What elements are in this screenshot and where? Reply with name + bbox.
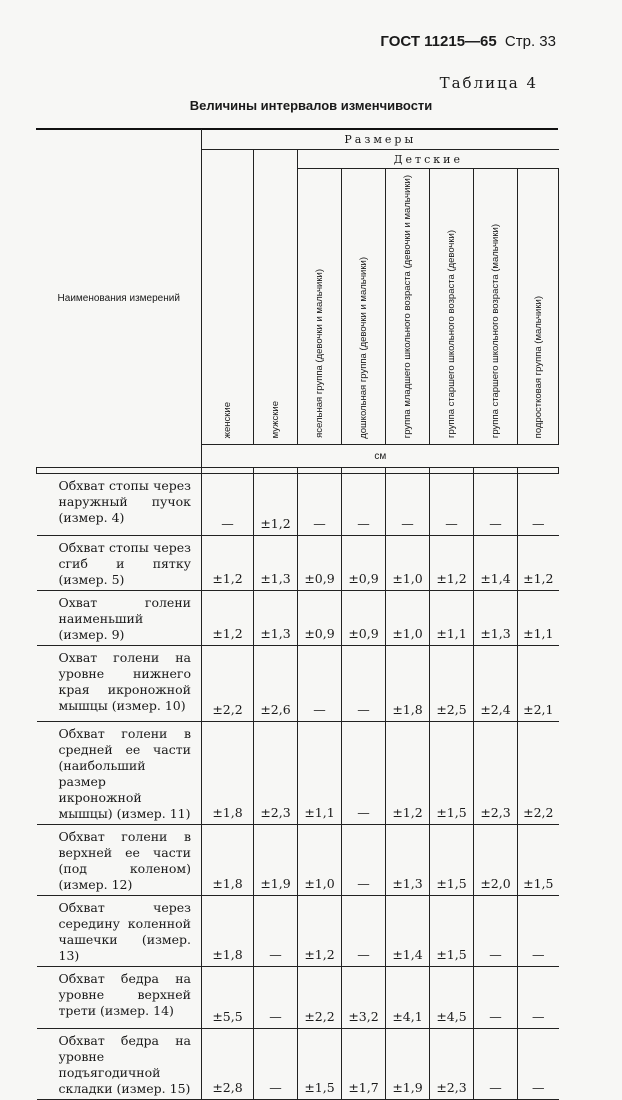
interval-value: ±2,4	[474, 646, 518, 722]
interval-value: ±1,0	[386, 591, 430, 646]
table-row	[37, 591, 559, 646]
interval-value: —	[386, 474, 430, 536]
interval-value: ±2,2	[202, 646, 254, 722]
interval-value: ±3,2	[342, 967, 386, 1029]
table-row	[37, 722, 559, 825]
interval-value: ±1,3	[254, 536, 298, 591]
table-row	[37, 1029, 559, 1100]
interval-value: ±1,9	[254, 825, 298, 896]
interval-value: ±1,5	[518, 825, 559, 896]
interval-value: —	[342, 646, 386, 722]
interval-value: ±1,5	[430, 722, 474, 825]
col-header-women: женские	[202, 150, 254, 445]
interval-value: ±2,2	[518, 722, 559, 825]
measurement-name: Охват голени на уровне нижнего края икроножной мышцы (измер. 10)	[37, 646, 202, 722]
interval-value: —	[254, 967, 298, 1029]
interval-value: —	[518, 896, 559, 967]
interval-value: —	[342, 825, 386, 896]
interval-value: —	[342, 722, 386, 825]
interval-value: ±1,2	[202, 536, 254, 591]
measurement-name: Обхват голени в верхней ее части (под коленом) (измер. 12)	[37, 825, 202, 896]
interval-value: ±1,4	[474, 536, 518, 591]
table-row	[37, 474, 559, 536]
measurement-name: Охват голени наименьший (измер. 9)	[37, 591, 202, 646]
measurement-name: Обхват бедра на уровне верхней трети (измер. 14)	[37, 967, 202, 1029]
interval-value: ±4,5	[430, 967, 474, 1029]
interval-value: ±1,2	[202, 591, 254, 646]
interval-value: ±0,9	[298, 536, 342, 591]
interval-value: ±1,9	[386, 1029, 430, 1100]
interval-value: ±1,5	[430, 825, 474, 896]
interval-value: ±0,9	[342, 536, 386, 591]
measurement-name: Обхват стопы через наружный пучок (измер. 4)	[37, 474, 202, 536]
interval-value: —	[254, 896, 298, 967]
measurement-name: Обхват через середину коленной чашечки (измер. 13)	[37, 896, 202, 967]
interval-value: ±5,5	[202, 967, 254, 1029]
interval-value: —	[474, 474, 518, 536]
col-header-junior-school: группа младшего школьного возраста (девочки и мальчики)	[386, 169, 430, 445]
table-number: Таблица 4	[439, 74, 538, 92]
col-header-men: мужские	[254, 150, 298, 445]
interval-value: ±1,0	[386, 536, 430, 591]
interval-value: —	[518, 1029, 559, 1100]
page-header	[0, 33, 556, 50]
interval-value: —	[298, 646, 342, 722]
interval-value: ±1,3	[386, 825, 430, 896]
interval-value: ±2,3	[474, 722, 518, 825]
interval-value: —	[474, 1029, 518, 1100]
measurement-name: Обхват голени в средней ее части (наибольший размер икроножной мышцы) (измер. 11)	[37, 722, 202, 825]
interval-value: ±1,1	[430, 591, 474, 646]
table-row	[37, 536, 559, 591]
interval-value: ±0,9	[298, 591, 342, 646]
interval-value: ±2,0	[474, 825, 518, 896]
table-title: Величины интервалов изменчивости	[189, 98, 433, 113]
interval-value: ±1,1	[518, 591, 559, 646]
interval-value: —	[202, 474, 254, 536]
interval-value: ±1,2	[518, 536, 559, 591]
interval-value: ±1,0	[298, 825, 342, 896]
interval-value: ±2,2	[298, 967, 342, 1029]
table-row	[37, 896, 559, 967]
interval-value: ±1,7	[342, 1029, 386, 1100]
col-header-teen-boys: подростковая группа (мальчики)	[518, 169, 559, 445]
interval-value: ±1,5	[298, 1029, 342, 1100]
interval-value: ±1,8	[202, 896, 254, 967]
interval-value: ±0,9	[342, 591, 386, 646]
interval-value: —	[474, 967, 518, 1029]
col-header-senior-school-boys: группа старшего школьного возраста (мальчики)	[474, 169, 518, 445]
interval-value: ±1,4	[386, 896, 430, 967]
measurement-name: Обхват стопы через сгиб и пятку (измер. 5)	[37, 536, 202, 591]
interval-value: ±1,2	[254, 474, 298, 536]
interval-value: ±2,6	[254, 646, 298, 722]
sizes-header: Размеры	[202, 129, 559, 150]
interval-value: ±4,1	[386, 967, 430, 1029]
interval-value: ±1,3	[474, 591, 518, 646]
col-header-nursery: ясельная группа (девочки и мальчики)	[298, 169, 342, 445]
table-row	[37, 825, 559, 896]
interval-value: —	[474, 896, 518, 967]
interval-value: —	[254, 1029, 298, 1100]
interval-value: ±1,2	[386, 722, 430, 825]
measurement-name: Обхват бедра на уровне подъягодичной складки (измер. 15)	[37, 1029, 202, 1100]
interval-value: ±1,8	[202, 722, 254, 825]
col-header-preschool: дошкольная группа (девочки и мальчики)	[342, 169, 386, 445]
col-header-senior-school-girls: группа старшего школьного возраста (девочки)	[430, 169, 474, 445]
interval-value: ±1,5	[430, 896, 474, 967]
interval-value: ±2,8	[202, 1029, 254, 1100]
interval-value: ±1,8	[386, 646, 430, 722]
interval-value: —	[518, 474, 559, 536]
table-row	[37, 967, 559, 1029]
interval-value: ±1,2	[298, 896, 342, 967]
interval-value: —	[342, 896, 386, 967]
interval-value: ±2,3	[430, 1029, 474, 1100]
interval-value: ±1,1	[298, 722, 342, 825]
interval-value: ±1,3	[254, 591, 298, 646]
gost-number: ГОСТ 11215—65	[380, 33, 497, 50]
interval-value: —	[342, 474, 386, 536]
interval-value: —	[518, 967, 559, 1029]
interval-value: —	[430, 474, 474, 536]
interval-value: ±1,2	[430, 536, 474, 591]
unit-header: см	[202, 445, 559, 468]
interval-value: ±2,5	[430, 646, 474, 722]
name-column-header: Наименования измерений	[37, 129, 202, 468]
table-row	[37, 646, 559, 722]
variation-intervals-table	[36, 129, 559, 1100]
interval-value: ±2,1	[518, 646, 559, 722]
interval-value: ±2,3	[254, 722, 298, 825]
page-number: Стр. 33	[504, 33, 556, 50]
children-header: Детские	[298, 150, 559, 169]
interval-value: —	[298, 474, 342, 536]
interval-value: ±1,8	[202, 825, 254, 896]
